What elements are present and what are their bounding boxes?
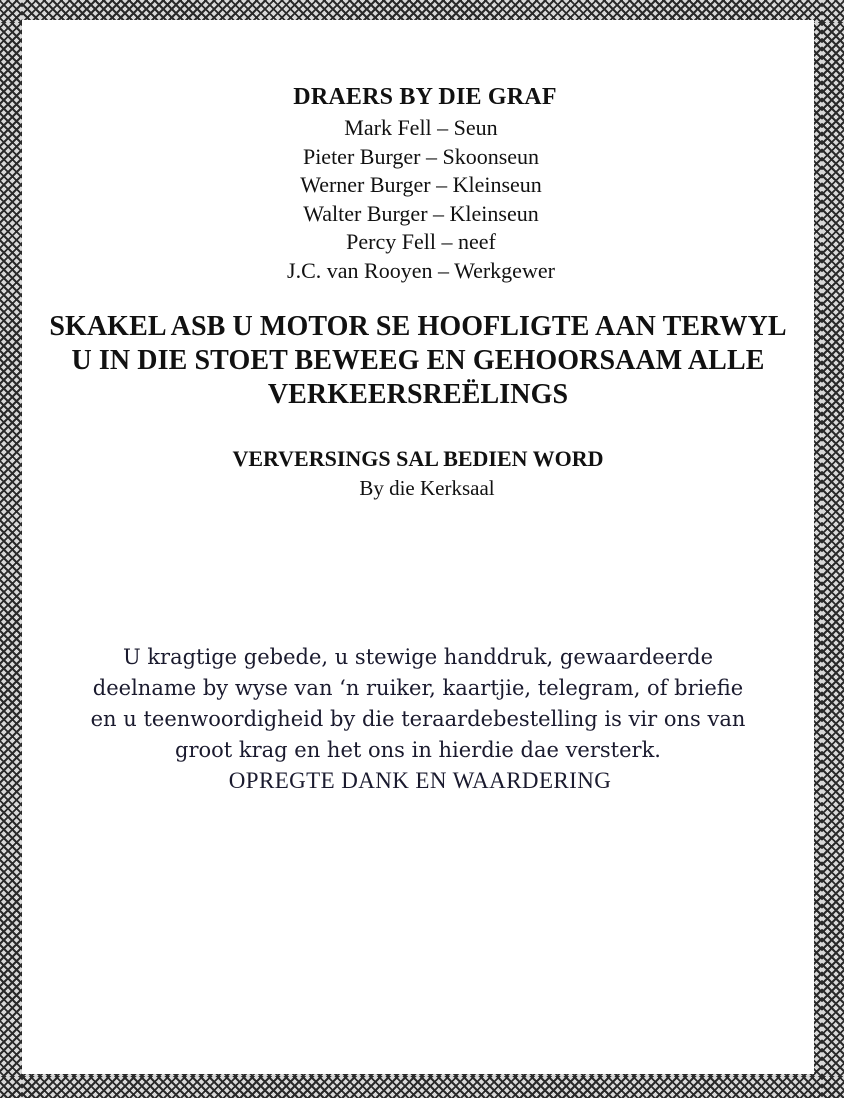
pallbearer-line: Werner Burger – Kleinseun [300,172,542,197]
headlights-notice [22,310,814,412]
notice-line: SKAKEL ASB U MOTOR SE HOOFLIGTE AAN TERWYL [49,311,787,342]
refreshments-section [22,444,814,502]
thanks-closing: OPREGTE DANK EN WAARDERING [228,768,612,793]
pallbearer-line: J.C. van Rooyen – Werkgewer [287,257,555,283]
refreshments-location: By die Kerksaal [359,476,495,500]
thanks-line: U kragtige gebede, u stewige handdruk, gewaardeerde [122,645,714,669]
pallbearers-title: DRAERS BY DIE GRAF [293,84,557,110]
notice-line: U IN DIE STOET BEWEEG EN GEHOORSAAM ALLE [71,345,765,376]
thanks-line: groot krag en het ons in hierdie dae versterk. [175,738,661,762]
thanks-line: deelname by wyse van ‘n ruiker, kaartjie, telegram, of briefie [92,676,744,700]
thanks-section [22,642,814,796]
pallbearers-section [22,80,814,285]
notice-line: VERKEERSREËLINGS [267,379,569,410]
thanks-line: en u teenwoordigheid by die teraardebestelling is vir ons van [90,707,746,731]
pallbearer-line: Mark Fell – Seun [344,115,498,140]
pallbearer-line: Pieter Burger – Skoonseun [302,143,540,169]
pallbearer-line: Walter Burger – Kleinseun [303,200,539,226]
refreshments-title: VERVERSINGS SAL BEDIEN WORD [232,446,604,471]
pallbearer-line: Percy Fell – neef [346,229,496,254]
funeral-notice-page [22,20,814,1074]
